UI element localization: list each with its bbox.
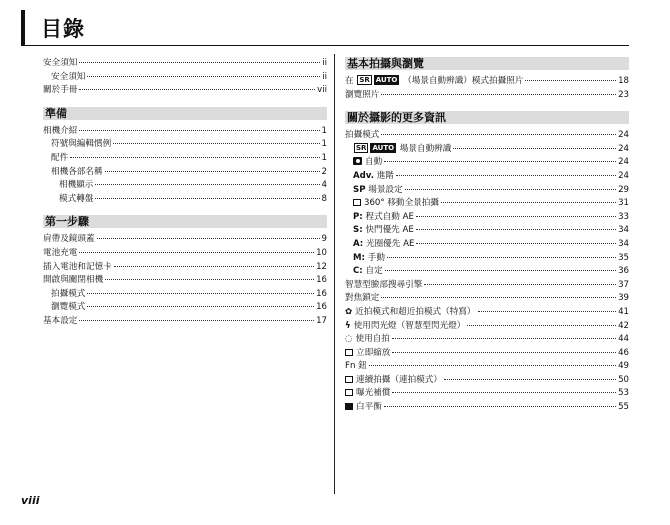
toc-entry[interactable] xyxy=(43,247,327,261)
toc-intro-group xyxy=(43,57,327,98)
toc-entry-text: 手動 xyxy=(367,252,385,263)
toc-page-number: 42 xyxy=(618,320,629,331)
toc-entry-label xyxy=(345,333,390,347)
toc-entry-text: 插入電池和記憶卡 xyxy=(43,261,112,272)
dot-leader xyxy=(525,80,616,81)
toc-entry[interactable] xyxy=(345,89,629,103)
toc-page-number: 16 xyxy=(316,275,327,286)
toc-entry[interactable] xyxy=(43,315,327,329)
toc-more-group xyxy=(345,129,629,414)
toc-entry[interactable] xyxy=(43,301,327,315)
toc-entry-label xyxy=(345,401,382,415)
dot-leader xyxy=(113,143,319,144)
panorama-icon xyxy=(353,199,361,206)
toc-entry-label xyxy=(51,152,68,166)
toc-entry-label xyxy=(353,170,394,184)
mode-letter: C: xyxy=(353,266,363,277)
dot-leader xyxy=(381,94,616,95)
toc-page-number: 12 xyxy=(316,261,327,272)
toc-entry-label xyxy=(353,265,383,279)
mode-badge-auto: AUTO xyxy=(372,143,395,152)
toc-entry-text: 近拍模式和超近拍模式（特寫） xyxy=(355,306,476,317)
toc-entry[interactable] xyxy=(43,179,327,193)
dot-leader xyxy=(79,89,315,90)
toc-entry-label xyxy=(51,138,111,152)
mode-letter: SP xyxy=(353,184,366,195)
toc-entry-label xyxy=(345,347,390,361)
toc-page-number: 24 xyxy=(618,130,629,141)
toc-entry-text: 白平衡 xyxy=(356,402,382,413)
mode-letter: A: xyxy=(353,238,364,249)
toc-entry-label xyxy=(345,89,379,103)
title-bar-accent xyxy=(21,10,25,46)
toc-entry[interactable] xyxy=(345,184,629,198)
toc-entry[interactable] xyxy=(345,347,629,361)
mode-letter: S: xyxy=(353,225,363,236)
column-divider xyxy=(334,54,335,494)
toc-entry-text: 進階 xyxy=(376,170,394,181)
toc-page-number: vii xyxy=(317,85,327,96)
dot-leader xyxy=(87,306,314,307)
dot-leader xyxy=(105,279,314,280)
mode-letter: Adv. xyxy=(353,170,374,181)
toc-entry-label xyxy=(43,261,112,275)
mode-letter: P: xyxy=(353,211,363,222)
page-number: viii xyxy=(21,494,40,507)
dot-leader xyxy=(381,134,616,135)
toc-page-number: 34 xyxy=(618,225,629,236)
toc-entry[interactable] xyxy=(43,71,327,85)
toc-entry-label xyxy=(59,179,93,193)
toc-first-group xyxy=(43,233,327,328)
toc-page-number: 1 xyxy=(321,139,327,150)
toc-page-number: 9 xyxy=(321,234,327,245)
toc-entry-text: 使用自拍 xyxy=(355,334,390,345)
toc-entry-text: 360° 移動全景拍攝 xyxy=(364,198,439,209)
toc-entry[interactable] xyxy=(345,75,629,89)
toc-entry-label xyxy=(51,301,85,315)
toc-entry-text: 肩帶及鏡頭蓋 xyxy=(43,234,95,245)
toc-entry-label xyxy=(345,292,379,306)
toc-page-number: 16 xyxy=(316,302,327,313)
toc-entry-prefix: 在 xyxy=(345,76,357,86)
dot-leader xyxy=(385,270,616,271)
toc-page-number: 46 xyxy=(618,347,629,358)
toc-entry-text: 模式轉盤 xyxy=(59,193,94,204)
toc-page-number: ii xyxy=(322,58,327,68)
mode-icon xyxy=(345,389,353,396)
toc-entry-text: 自動 xyxy=(365,157,383,168)
mode-badge-auto: AUTO xyxy=(375,76,398,84)
toc-entry-text: Fn 鈕 xyxy=(345,361,367,372)
mode-letter: M: xyxy=(353,252,365,263)
toc-entry-text: 使用閃光燈（智慧型閃光燈） xyxy=(353,320,466,331)
dot-leader xyxy=(392,352,616,353)
toc-entry-text: 配件 xyxy=(51,152,69,163)
toc-entry[interactable] xyxy=(345,292,629,306)
toc-entry[interactable] xyxy=(345,306,629,320)
toc-entry-text: 連續拍攝（連拍模式） xyxy=(356,374,442,385)
toc-page-number: 24 xyxy=(618,157,629,168)
toc-right-column xyxy=(345,57,629,415)
toc-entry[interactable] xyxy=(345,279,629,293)
section-title: 準備 xyxy=(45,106,67,120)
toc-entry-label xyxy=(353,197,439,211)
white-balance-icon xyxy=(345,403,353,410)
toc-page-number: 41 xyxy=(618,306,629,317)
title-rule xyxy=(21,45,629,46)
toc-entry-label xyxy=(43,84,77,98)
toc-entry-text: 智慧型臉部搜尋引擎 xyxy=(345,279,423,290)
dot-leader xyxy=(424,284,616,285)
toc-entry-label xyxy=(345,374,442,388)
toc-entry-label xyxy=(345,75,523,89)
toc-entry[interactable] xyxy=(345,252,629,266)
section-shade xyxy=(43,107,327,120)
toc-entry-text: 場景設定 xyxy=(368,184,403,195)
toc-entry-text: 電池充電 xyxy=(43,247,78,258)
toc-entry-text: 瀏覽模式 xyxy=(51,302,86,313)
toc-page-number: 24 xyxy=(618,143,629,154)
toc-entry-text: 快門優先 AE xyxy=(365,225,414,236)
toc-entry-text: 基本設定 xyxy=(43,315,78,326)
toc-entry-label xyxy=(353,143,451,157)
toc-entry-label xyxy=(51,288,85,302)
toc-entry-text: 立即縮放 xyxy=(356,347,391,358)
dot-leader xyxy=(396,175,616,176)
section-heading-more xyxy=(345,111,629,125)
toc-basic-group xyxy=(345,75,629,102)
toc-page-number: 33 xyxy=(618,211,629,222)
section-heading-first xyxy=(43,215,327,229)
toc-entry-label xyxy=(345,306,476,320)
dot-leader xyxy=(97,238,320,239)
toc-page-number: 36 xyxy=(618,266,629,277)
toc-entry[interactable] xyxy=(43,138,327,152)
mode-icon xyxy=(345,349,353,356)
section-heading-basic xyxy=(345,57,629,71)
dot-leader xyxy=(87,76,320,77)
toc-entry-text: 相機顯示 xyxy=(59,180,94,191)
toc-entry-text: 光圈優先 AE xyxy=(365,238,415,249)
dot-leader xyxy=(70,157,319,158)
toc-entry-label xyxy=(345,360,367,374)
toc-entry-label xyxy=(43,274,103,288)
toc-entry-text: 符號與編輯慣例 xyxy=(51,139,112,150)
toc-entry[interactable] xyxy=(43,125,327,139)
toc-entry-text: 開啟與關閉相機 xyxy=(43,275,104,286)
toc-entry[interactable] xyxy=(43,288,327,302)
toc-entry-text: 曝光補償 xyxy=(356,388,391,399)
toc-page-number: 50 xyxy=(618,374,629,385)
section-title: 關於攝影的更多資訊 xyxy=(347,111,446,125)
toc-entry[interactable] xyxy=(345,129,629,143)
toc-entry[interactable] xyxy=(43,193,327,207)
toc-entry-text: 程式自動 AE xyxy=(365,211,414,222)
toc-entry-label xyxy=(345,279,422,293)
toc-entry-label xyxy=(43,57,77,71)
section-title: 第一步驟 xyxy=(45,215,89,229)
dot-leader xyxy=(387,257,616,258)
toc-page-number: 4 xyxy=(321,180,327,191)
toc-page-number: 34 xyxy=(618,238,629,249)
toc-page-number: 8 xyxy=(321,193,327,204)
toc-page-number: 2 xyxy=(321,166,327,177)
toc-entry[interactable] xyxy=(345,374,629,388)
toc-page-number: 55 xyxy=(618,402,629,413)
toc-page-number: 16 xyxy=(316,288,327,299)
toc-entry[interactable] xyxy=(345,143,629,157)
toc-entry[interactable] xyxy=(43,261,327,275)
dot-leader xyxy=(95,198,319,199)
toc-entry-text: 拍攝模式 xyxy=(345,130,380,141)
toc-entry[interactable] xyxy=(345,170,629,184)
dot-leader xyxy=(369,365,616,366)
toc-entry[interactable] xyxy=(345,224,629,238)
toc-page-number: 10 xyxy=(316,247,327,258)
dot-leader xyxy=(467,325,616,326)
dot-leader xyxy=(405,189,616,190)
toc-page-number: 1 xyxy=(321,152,327,163)
mode-badge-sr: SR xyxy=(356,143,367,152)
dot-leader xyxy=(444,379,616,380)
toc-entry[interactable] xyxy=(345,333,629,347)
mode-badge-sr: SR xyxy=(359,76,370,84)
toc-entry[interactable] xyxy=(345,238,629,252)
dot-leader xyxy=(384,161,616,162)
toc-entry-label xyxy=(353,184,403,198)
toc-entry-text: 相機各部名稱 xyxy=(51,166,103,177)
mode-icon xyxy=(345,376,353,383)
toc-entry-label xyxy=(353,156,382,170)
toc-entry-label xyxy=(43,233,95,247)
toc-page-number: 23 xyxy=(618,89,629,100)
toc-entry[interactable] xyxy=(345,197,629,211)
toc-entry-text: 場景自動辨識 xyxy=(399,143,452,154)
toc-entry[interactable] xyxy=(345,211,629,225)
dot-leader xyxy=(392,338,616,339)
macro-icon: ✿ xyxy=(345,306,353,317)
toc-entry-label xyxy=(345,320,465,334)
toc-left-column xyxy=(43,57,327,329)
toc-entry-label xyxy=(353,238,414,252)
toc-entry-label xyxy=(51,71,85,85)
toc-entry[interactable] xyxy=(345,265,629,279)
toc-entry[interactable] xyxy=(43,166,327,180)
dot-leader xyxy=(79,320,314,321)
toc-page-number: ii xyxy=(322,71,327,82)
toc-page-number: 39 xyxy=(618,293,629,304)
toc-entry-label xyxy=(353,211,414,225)
dot-leader xyxy=(392,392,616,393)
toc-entry[interactable] xyxy=(345,360,629,374)
toc-page-number: 17 xyxy=(316,315,327,326)
dot-leader xyxy=(453,148,616,149)
toc-entry-text: 自定 xyxy=(365,266,383,277)
toc-page-number: 31 xyxy=(618,198,629,209)
toc-entry-text: 安全須知 xyxy=(43,58,78,68)
toc-entry-text: 相機介紹 xyxy=(43,125,78,136)
dot-leader xyxy=(416,229,616,230)
toc-page-number: 18 xyxy=(618,76,629,86)
dot-leader xyxy=(384,406,616,407)
toc-entry-text: 關於手冊 xyxy=(43,85,78,96)
page-title: 目錄 xyxy=(41,17,85,41)
toc-entry[interactable] xyxy=(43,274,327,288)
dot-leader xyxy=(95,184,319,185)
dot-leader xyxy=(79,252,314,253)
toc-entry-label xyxy=(345,387,390,401)
toc-entry-label xyxy=(353,224,414,238)
toc-entry-text: 拍攝模式 xyxy=(51,288,86,299)
camera-icon xyxy=(353,157,362,165)
dot-leader xyxy=(478,311,617,312)
toc-entry-text: 安全須知 xyxy=(51,71,86,82)
dot-leader xyxy=(105,171,320,172)
toc-entry-text: 瀏覽照片 xyxy=(345,89,380,100)
toc-page-number: 29 xyxy=(618,184,629,195)
toc-entry[interactable] xyxy=(43,84,327,98)
dot-leader xyxy=(87,293,314,294)
section-title: 基本拍攝與瀏覽 xyxy=(347,57,424,70)
toc-entry-text: 對焦鎖定 xyxy=(345,293,380,304)
toc-entry-label xyxy=(51,166,103,180)
toc-page-number: 53 xyxy=(618,388,629,399)
toc-entry-text: （場景自動辨識）模式拍攝照片 xyxy=(403,76,524,86)
toc-entry-label xyxy=(345,129,379,143)
dot-leader xyxy=(441,202,616,203)
toc-page-number: 44 xyxy=(618,334,629,345)
toc-page-number: 24 xyxy=(618,170,629,181)
dot-leader xyxy=(381,297,616,298)
toc-entry[interactable] xyxy=(345,401,629,415)
toc-entry[interactable] xyxy=(345,156,629,170)
toc-page-number: 1 xyxy=(321,125,327,136)
toc-entry-label xyxy=(43,315,77,329)
toc-page-number: 37 xyxy=(618,279,629,290)
toc-entry-label xyxy=(353,252,385,266)
toc-prep-group xyxy=(43,125,327,207)
toc-entry[interactable] xyxy=(43,57,327,71)
dot-leader xyxy=(416,216,616,217)
toc-page-number: 49 xyxy=(618,361,629,372)
toc-entry-label xyxy=(43,247,77,261)
toc-entry-label xyxy=(43,125,77,139)
dot-leader xyxy=(79,130,319,131)
self-timer-icon: ◌ xyxy=(345,334,353,345)
toc-entry[interactable] xyxy=(345,320,629,334)
dot-leader xyxy=(416,243,616,244)
toc-entry-label xyxy=(59,193,93,207)
section-heading-prep xyxy=(43,107,327,121)
toc-page-number: 35 xyxy=(618,252,629,263)
dot-leader xyxy=(114,266,314,267)
toc-entry[interactable] xyxy=(345,387,629,401)
dot-leader xyxy=(79,62,320,63)
toc-entry[interactable] xyxy=(43,233,327,247)
toc-entry[interactable] xyxy=(43,152,327,166)
flash-icon: ϟ xyxy=(345,320,351,331)
